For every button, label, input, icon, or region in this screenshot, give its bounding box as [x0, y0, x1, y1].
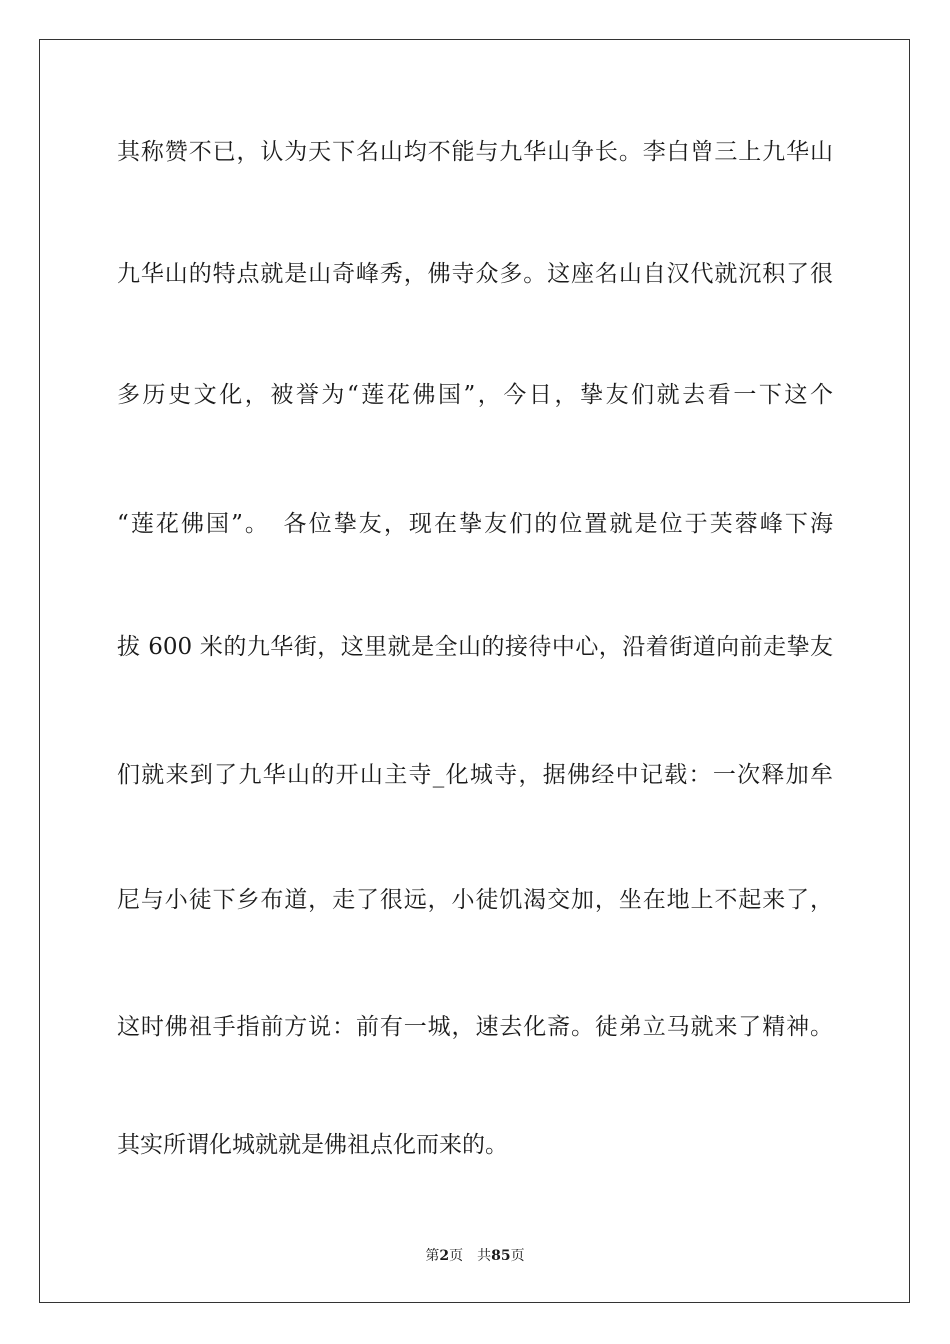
body-text-line: 其称赞不已，认为天下名山均不能与九华山争长。李白曾三上九华山 — [117, 139, 833, 165]
page-suffix: 页 — [449, 1248, 464, 1264]
body-text-line: “莲花佛国”。 各位挚友，现在挚友们的位置就是位于芙蓉峰下海 — [117, 511, 833, 537]
body-text-line: 多历史文化，被誉为“莲花佛国”，今日，挚友们就去看一下这个 — [117, 382, 833, 408]
body-text-line: 们就来到了九华山的开山主寺_化城寺，据佛经中记载：一次释加牟 — [117, 762, 833, 788]
page-number: 2 — [439, 1248, 450, 1264]
body-text-line: 拔 600 米的九华街，这里就是全山的接待中心，沿着街道向前走挚友 — [117, 634, 833, 660]
total-prefix: 共 — [477, 1248, 492, 1264]
body-text-line: 这时佛祖手指前方说：前有一城，速去化斋。徒弟立马就来了精神。 — [117, 1014, 833, 1040]
page-border — [39, 39, 910, 1303]
body-text-line: 尼与小徒下乡布道，走了很远，小徒饥渴交加，坐在地上不起来了， — [117, 887, 833, 913]
page-footer — [0, 1247, 950, 1265]
total-suffix: 页 — [510, 1248, 525, 1264]
body-text-line: 九华山的特点就是山奇峰秀，佛寺众多。这座名山自汉代就沉积了很 — [117, 261, 833, 287]
page-prefix: 第 — [425, 1248, 440, 1264]
total-pages: 85 — [491, 1248, 511, 1264]
body-text-line: 其实所谓化城就就是佛祖点化而来的。 — [117, 1132, 508, 1158]
